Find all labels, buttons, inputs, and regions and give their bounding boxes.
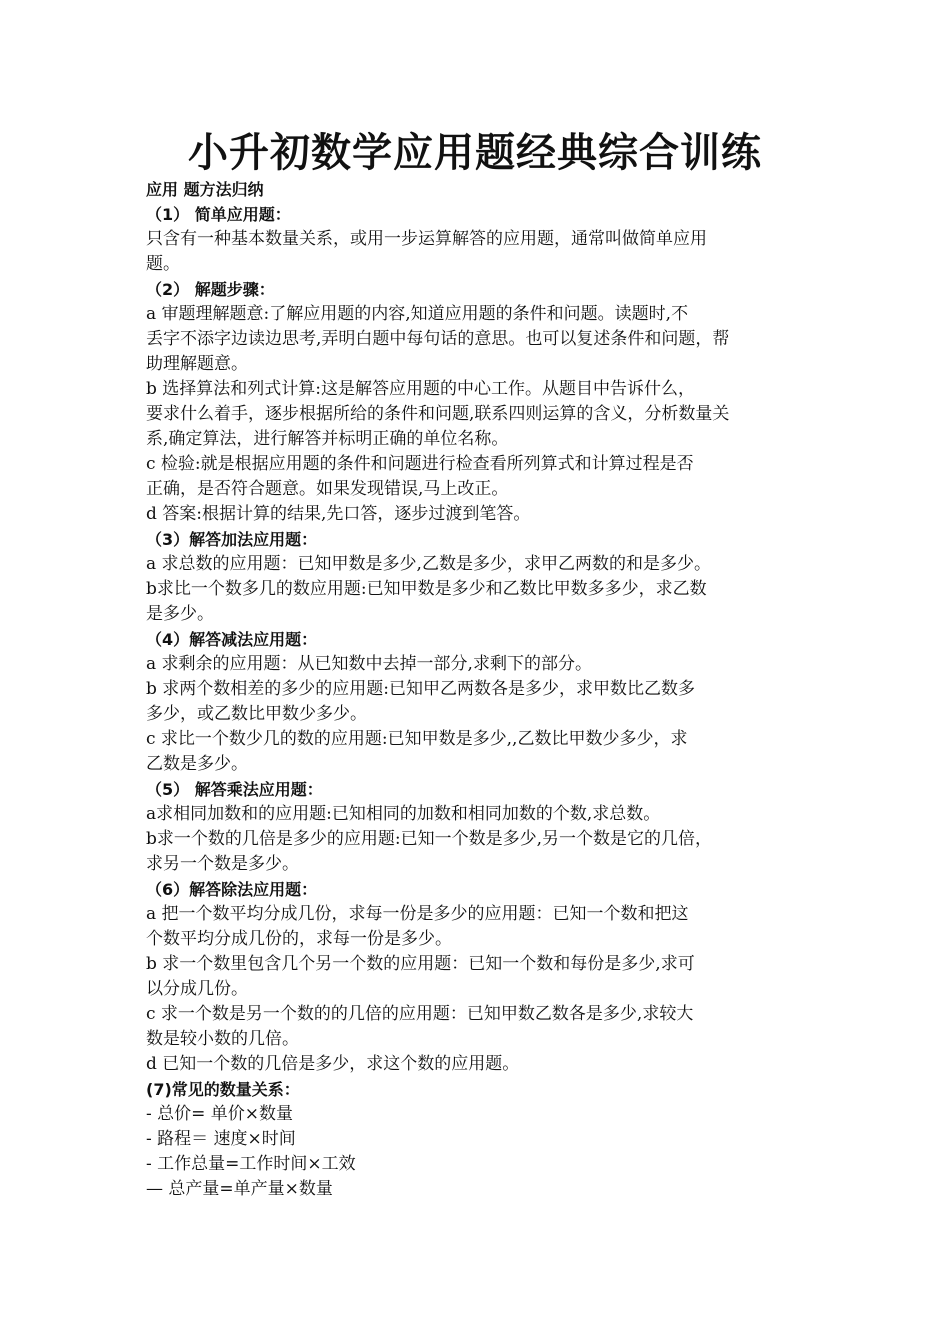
- paragraph-line: b 求两个数相差的多少的应用题:已知甲乙两数各是多少，求甲数比乙数多: [146, 679, 696, 699]
- paragraph-line: 题。: [146, 254, 180, 274]
- paragraph-line: 以分成几份。: [146, 979, 248, 999]
- paragraph-line: c 检验:就是根据应用题的条件和问题进行检查看所列算式和计算过程是否: [146, 454, 694, 474]
- paragraph-line: 求另一个数是多少。: [146, 854, 299, 874]
- paragraph-line: b求一个数的几倍是多少的应用题:已知一个数是多少,另一个数是它的几倍，: [146, 829, 713, 849]
- paragraph-line: d 已知一个数的几倍是多少，求这个数的应用题。: [146, 1054, 520, 1074]
- paragraph-line: b 选择算法和列式计算:这是解答应用题的中心工作。从题目中告诉什么，: [146, 379, 696, 399]
- paragraph-line: b求比一个数多几的数应用题:已知甲数是多少和乙数比甲数多多少，求乙数: [146, 579, 707, 599]
- paragraph-line: 是多少。: [146, 604, 214, 624]
- paragraph-line: a 审题理解题意:了解应用题的内容,知道应用题的条件和问题。读题时,不: [146, 304, 689, 324]
- page-title: 小升初数学应用题经典综合训练: [188, 129, 762, 176]
- subsection-heading: （4）解答减法应用题：: [146, 630, 318, 649]
- formula-line: — 总产量=单产量×数量: [146, 1179, 333, 1199]
- subsection-heading: （1） 简单应用题：: [146, 205, 291, 224]
- subsection-heading: （5） 解答乘法应用题：: [146, 780, 323, 799]
- paragraph-line: 正确，是否符合题意。如果发现错误,马上改正。: [146, 479, 509, 499]
- paragraph-line: 乙数是多少。: [146, 754, 248, 774]
- paragraph-line: 只含有一种基本数量关系，或用一步运算解答的应用题，通常叫做简单应用: [146, 229, 707, 249]
- paragraph-line: 要求什么着手，逐步根据所给的条件和问题,联系四则运算的含义，分析数量关: [146, 404, 730, 424]
- subsection-heading: （2） 解题步骤：: [146, 280, 275, 299]
- paragraph-line: d 答案:根据计算的结果,先口答，逐步过渡到笔答。: [146, 504, 531, 524]
- paragraph-line: 助理解题意。: [146, 354, 248, 374]
- paragraph-line: a 求剩余的应用题：从已知数中去掉一部分,求剩下的部分。: [146, 654, 592, 674]
- paragraph-line: c 求比一个数少几的数的应用题:已知甲数是多少,,乙数比甲数少多少，求: [146, 729, 688, 749]
- formula-line: - 总价= 单价×数量: [146, 1104, 294, 1124]
- paragraph-line: 丢字不添字边读边思考,弄明白题中每句话的意思。也可以复述条件和问题，帮: [146, 329, 730, 349]
- paragraph-line: b 求一个数里包含几个另一个数的应用题：已知一个数和每份是多少,求可: [146, 954, 695, 974]
- paragraph-line: a 求总数的应用题：已知甲数是多少,乙数是多少，求甲乙两数的和是多少。: [146, 554, 711, 574]
- paragraph-line: a 把一个数平均分成几份，求每一份是多少的应用题：已知一个数和把这: [146, 904, 689, 924]
- formula-line: - 路程＝ 速度×时间: [146, 1129, 296, 1149]
- formula-line: - 工作总量=工作时间×工效: [146, 1154, 356, 1174]
- section-heading: 应用 题方法归纳: [146, 180, 264, 199]
- subsection-heading: （6）解答除法应用题：: [146, 880, 318, 899]
- paragraph-line: 系,确定算法，进行解答并标明正确的单位名称。: [146, 429, 509, 449]
- paragraph-line: 个数平均分成几份的，求每一份是多少。: [146, 929, 452, 949]
- paragraph-line: c 求一个数是另一个数的的几倍的应用题：已知甲数乙数各是多少,求较大: [146, 1004, 694, 1024]
- subsection-heading: (7)常见的数量关系：: [146, 1080, 300, 1099]
- subsection-heading: （3）解答加法应用题：: [146, 530, 318, 549]
- paragraph-line: a求相同加数和的应用题:已知相同的加数和相同加数的个数,求总数。: [146, 804, 661, 824]
- paragraph-line: 多少，或乙数比甲数少多少。: [146, 704, 367, 724]
- paragraph-line: 数是较小数的几倍。: [146, 1029, 299, 1049]
